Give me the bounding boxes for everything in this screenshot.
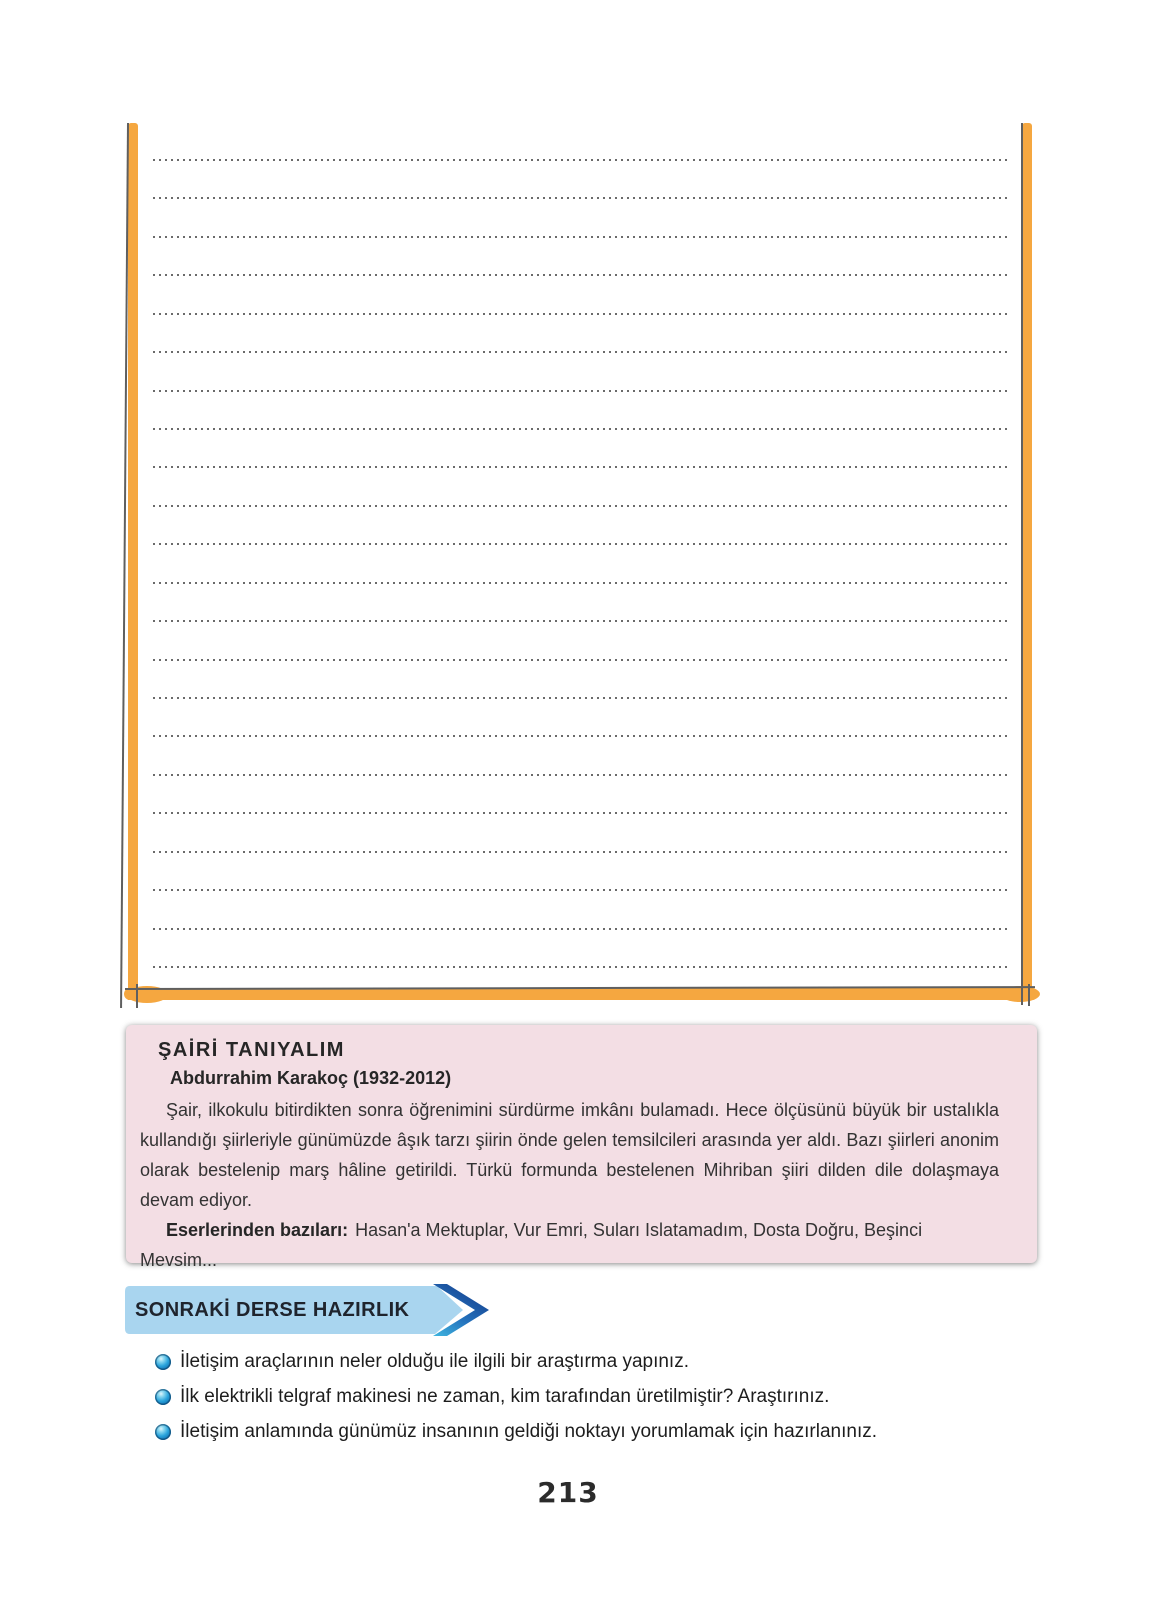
dotted-writing-line [153,428,1009,430]
dotted-writing-line [153,812,1009,814]
dotted-writing-line [153,159,1009,161]
writing-frame-left-bar [128,123,138,1000]
poet-biography: Şair, ilkokulu bitirdikten sonra öğrenimini sürdürme imkânı bulamadı. Hece ölçüsünü büyük bir ustalıkla kullandığı şiirleriyle günümüzde âşık tarzı şiirin önde gelen temsilcileri arasında yer aldı. Bazı şiirleri anonim olarak bestelenip marş hâline getirildi. Türkü formunda bestelenen Mihriban şiiri dilden dile dolaşmaya devam ediyor. [140,1100,999,1210]
dotted-writing-line [153,582,1009,584]
poet-box-title: ŞAİRİ TANIYALIM [158,1039,345,1061]
dotted-writing-line [153,774,1009,776]
dotted-writing-line [153,620,1009,622]
works-label: Eserlerinden bazıları: [166,1220,349,1240]
frame-sketch-line [136,984,138,1008]
dotted-writing-line [153,659,1009,661]
writing-frame-bottom-bar [124,988,1038,1000]
bullet-icon [155,1354,171,1370]
page-number: 213 [537,1476,599,1509]
dotted-writing-line [153,735,1009,737]
list-item [155,1414,877,1449]
dotted-writing-line [153,236,1009,238]
dotted-writing-line [153,543,1009,545]
preparation-task-list [155,1344,877,1449]
dotted-writing-line [153,274,1009,276]
bullet-icon [155,1389,171,1405]
dotted-writing-line [153,889,1009,891]
poet-name: Abdurrahim Karakoç (1932-2012) [170,1068,452,1088]
task-text: İletişim anlamında günümüz insanının geldiği noktayı yorumlamak için hazırlanınız. [180,1420,878,1442]
dotted-writing-line [153,466,1009,468]
frame-corner-blob [1000,986,1040,1002]
dotted-writing-line [153,351,1009,353]
task-text: İletişim araçlarının neler olduğu ile ilgili bir araştırma yapınız. [180,1350,689,1372]
poet-info-box [126,1025,1037,1270]
next-lesson-banner-label: SONRAKİ DERSE HAZIRLIK [135,1299,410,1321]
dotted-writing-line [153,390,1009,392]
frame-sketch-line [1021,123,1023,1005]
poet-works-line [140,1215,999,1275]
list-item [155,1344,877,1379]
task-text: İlk elektrikli telgraf makinesi ne zaman, kim tarafından üretilmiştir? Araştırınız. [180,1385,830,1407]
dotted-writing-line [153,966,1009,968]
list-item [155,1379,877,1414]
dotted-writing-line [153,505,1009,507]
dotted-writing-line [153,197,1009,199]
dotted-writing-line [153,851,1009,853]
works-list: Hasan'a Mektuplar, Vur Emri, Suları Islatamadım, Dosta Doğru, Beşinci Mevsim... [140,1220,923,1270]
dotted-writing-line [153,697,1009,699]
writing-frame-right-bar [1022,123,1032,1000]
dotted-writing-line [153,928,1009,930]
bullet-icon [155,1424,171,1440]
frame-sketch-line [1028,984,1030,1006]
dotted-writing-line [153,313,1009,315]
